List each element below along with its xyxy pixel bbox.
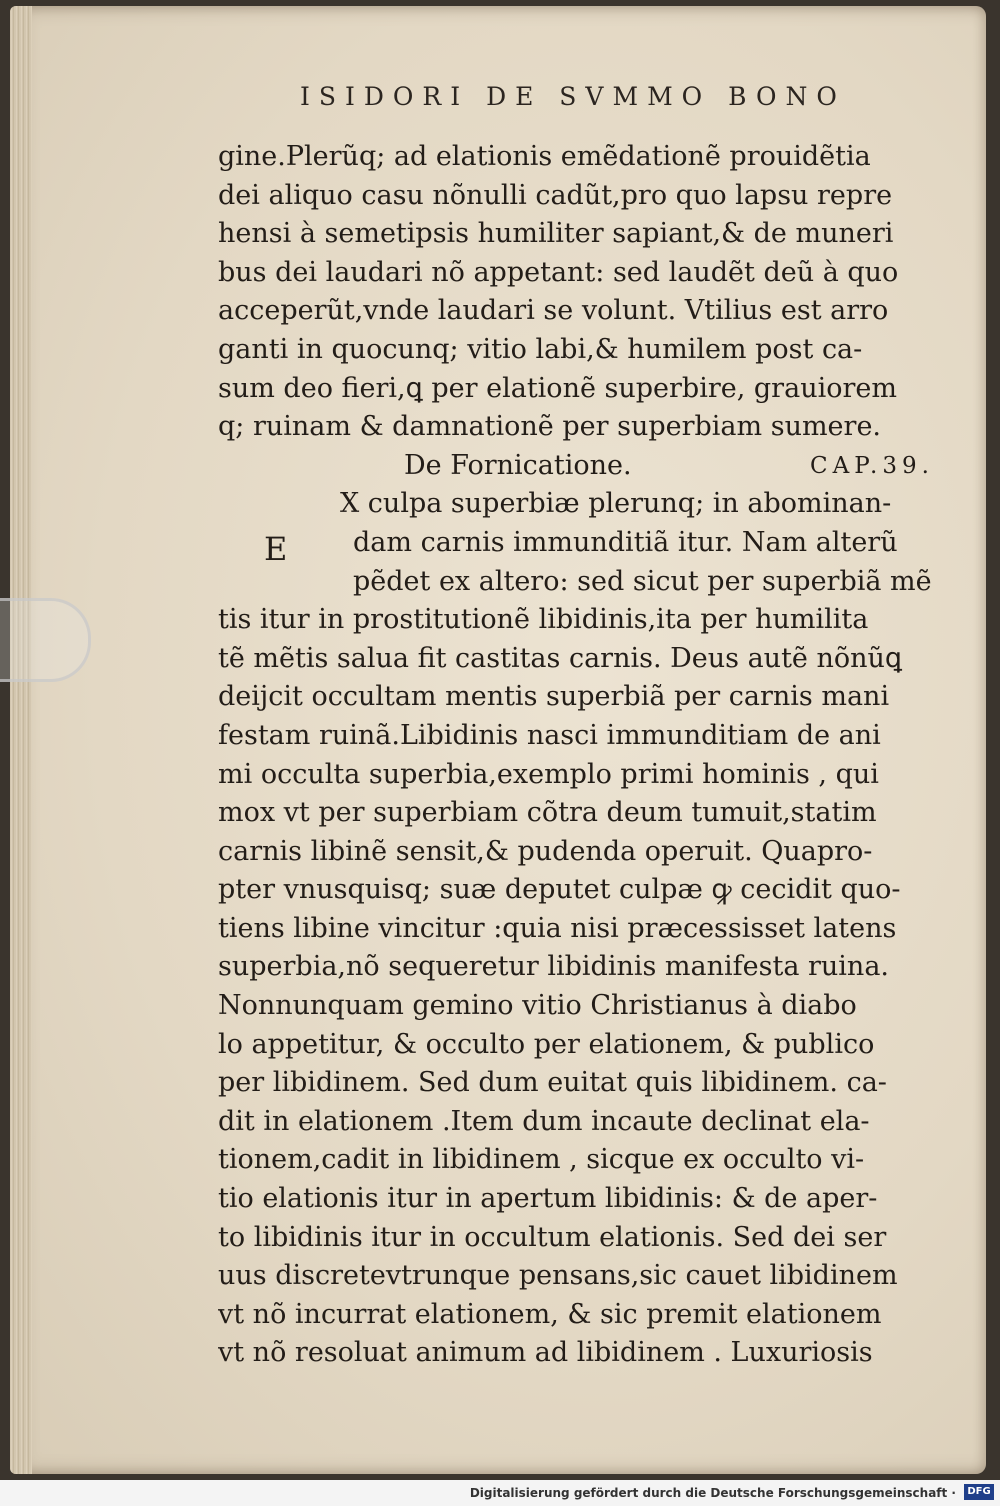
text-line: tẽ mẽtis salua fit castitas carnis. Deus autẽ nõnũꝗ — [218, 642, 903, 674]
dfg-logo: DFG — [964, 1484, 994, 1500]
text-line: q; ruinam & damnationẽ per superbiam sumere. — [218, 411, 882, 443]
text-line: Nonnunquam gemino vitio Christianus à diabo — [218, 990, 857, 1022]
text-line: dei aliquo casu nõnulli cadũt,pro quo lapsu repre — [218, 179, 893, 211]
initial-letter: E — [264, 530, 288, 568]
chapter-number: CAP.39. — [810, 452, 934, 479]
text-line: sum deo fieri,ꝗ per elationẽ superbire, grauiorem — [218, 372, 897, 404]
text-line: uus discretevtrunque pensans,sic cauet libidinem — [218, 1260, 898, 1292]
text-line: pter vnusquisq; suæ deputet culpæ ꝙ cecidit quo- — [218, 874, 901, 906]
text-line: hensi à semetipsis humiliter sapiant,& de muneri — [218, 218, 894, 250]
chapter-title: De Fornicatione. — [404, 449, 632, 481]
text-line: carnis libinẽ sensit,& pudenda operuit. Quapro- — [218, 835, 873, 867]
text-line: to libidinis itur in occultum elationis. Sed dei ser — [218, 1221, 887, 1253]
text-line: gine.Plerũq; ad elationis emẽdationẽ prouidẽtia — [218, 141, 871, 172]
chapter-heading — [218, 447, 946, 486]
text-line: dit in elationem .Item dum incaute declinat ela- — [218, 1105, 870, 1137]
text-line: vt nõ resoluat animum ad libidinem . Luxuriosis — [218, 1337, 873, 1369]
page-edges — [10, 6, 32, 1474]
page-clip — [0, 598, 91, 682]
text-line: mi occulta superbia,exemplo primi hominis , qui — [218, 758, 879, 790]
text-line: tio elationis itur in apertum libidinis: & de aper- — [218, 1183, 878, 1215]
text-line: tiens libine vincitur :quia nisi præcessisset latens — [218, 912, 897, 944]
text-line: vt nõ incurrat elationem, & sic premit elationem — [218, 1298, 882, 1330]
text-line: deijcit occultam mentis superbiã per carnis mani — [218, 681, 890, 713]
text-line: per libidinem. Sed dum euitat quis libidinem. ca- — [218, 1067, 887, 1099]
text-line: dam carnis immunditiã itur. Nam alterũ — [353, 526, 898, 558]
digitization-credit: Digitalisierung gefördert durch die Deutsche Forschungsgemeinschaft · — [469, 1486, 956, 1500]
text-line: pẽdet ex altero: sed sicut per superbiã mẽ — [353, 565, 932, 597]
text-line: ganti in quocunq; vitio labi,& humilem post ca- — [218, 333, 863, 365]
text-line: tionem,cadit in libidinem , sicque ex occulto vi- — [218, 1144, 865, 1176]
text-line: superbia,nõ sequeretur libidinis manifesta ruina. — [218, 951, 889, 983]
text-line: acceperũt,vnde laudari se volunt. Vtilius est arro — [218, 295, 889, 327]
page-text — [218, 138, 946, 1373]
text-line: X culpa superbiæ plerunq; in abominan- — [340, 488, 892, 520]
text-line: tis itur in prostitutionẽ libidinis,ita per humilita — [218, 604, 869, 636]
text-line: bus dei laudari nõ appetant: sed laudẽt deũ à quo — [218, 256, 899, 288]
text-line: festam ruinã.Libidinis nasci immunditiam de ani — [218, 719, 881, 751]
text-line: lo appetitur, & occulto per elationem, & publico — [218, 1028, 875, 1060]
running-title: ISIDORI DE SVMMO BONO — [300, 82, 846, 111]
text-line: mox vt per superbiam cõtra deum tumuit,statim — [218, 797, 877, 829]
